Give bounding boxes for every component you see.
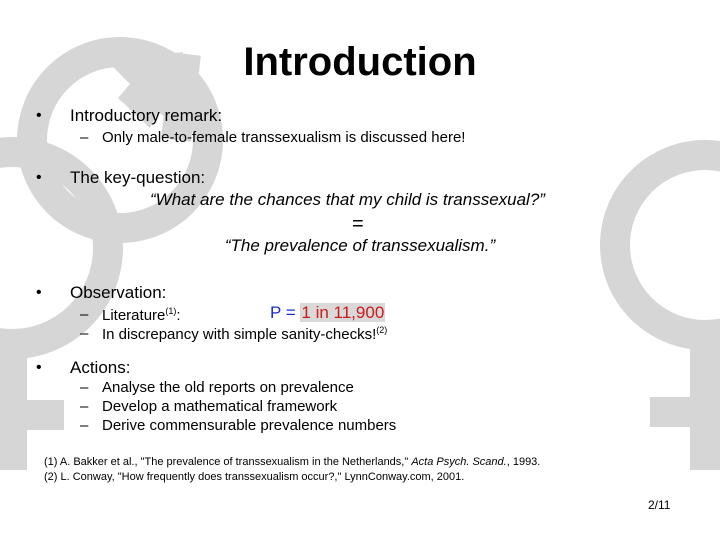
bullet-icon: • — [36, 359, 42, 376]
bullet-actions: Actions: — [70, 358, 131, 377]
sub-item-discrepancy: In discrepancy with simple sanity-checks!$^{(2)}$ — [102, 325, 388, 343]
key-question-quote: “What are the chances that my child is transsexual?” — [150, 190, 545, 209]
slide-title: Introduction — [243, 40, 477, 84]
equals-sign: = — [352, 213, 364, 235]
reference-marker-2: (2) — [376, 325, 388, 335]
sub-item-dash: – — [80, 379, 89, 396]
sub-item-dash: – — [80, 306, 89, 323]
reference-marker-1: (1) — [165, 306, 177, 316]
reference-2: (2) L. Conway, "How frequently does transsexualism occur?," LynnConway.com, 2001. — [44, 471, 465, 483]
bullet-icon: • — [36, 107, 42, 124]
bullet-icon: • — [36, 284, 42, 301]
journal-name: Acta Psych. Scand. — [411, 456, 507, 468]
prevalence-quote: “The prevalence of transsexualism.” — [224, 236, 496, 255]
reference-1: (1) A. Bakker et al., "The prevalence of transsexualism in the Netherlands," Acta Psych. Scand., 1993. — [44, 456, 541, 468]
bullet-observation: Observation: — [70, 283, 167, 302]
p-prefix: P = — [270, 303, 301, 322]
sub-item-male-to-female: Only male-to-female transsexualism is discussed here! — [102, 129, 466, 146]
bullet-icon: • — [36, 169, 42, 186]
page-number: 2/11 — [648, 498, 671, 512]
sub-item-dash: – — [80, 417, 89, 434]
prevalence-value — [270, 303, 385, 323]
sub-item-dash: – — [80, 398, 89, 415]
action-item: Derive commensurable prevalence numbers — [102, 417, 397, 434]
bullet-key-question: The key-question: — [70, 168, 206, 187]
sub-item-dash: – — [80, 325, 89, 342]
sub-item-dash: – — [80, 129, 89, 146]
action-item: Develop a mathematical framework — [102, 398, 338, 415]
action-item: Analyse the old reports on prevalence — [102, 379, 354, 396]
sub-item-literature: Literature$^{(1)}$: — [102, 306, 181, 324]
bullet-introductory-remark: Introductory remark: — [70, 106, 223, 125]
p-value-highlight: 1 in 11,900 — [301, 303, 385, 322]
